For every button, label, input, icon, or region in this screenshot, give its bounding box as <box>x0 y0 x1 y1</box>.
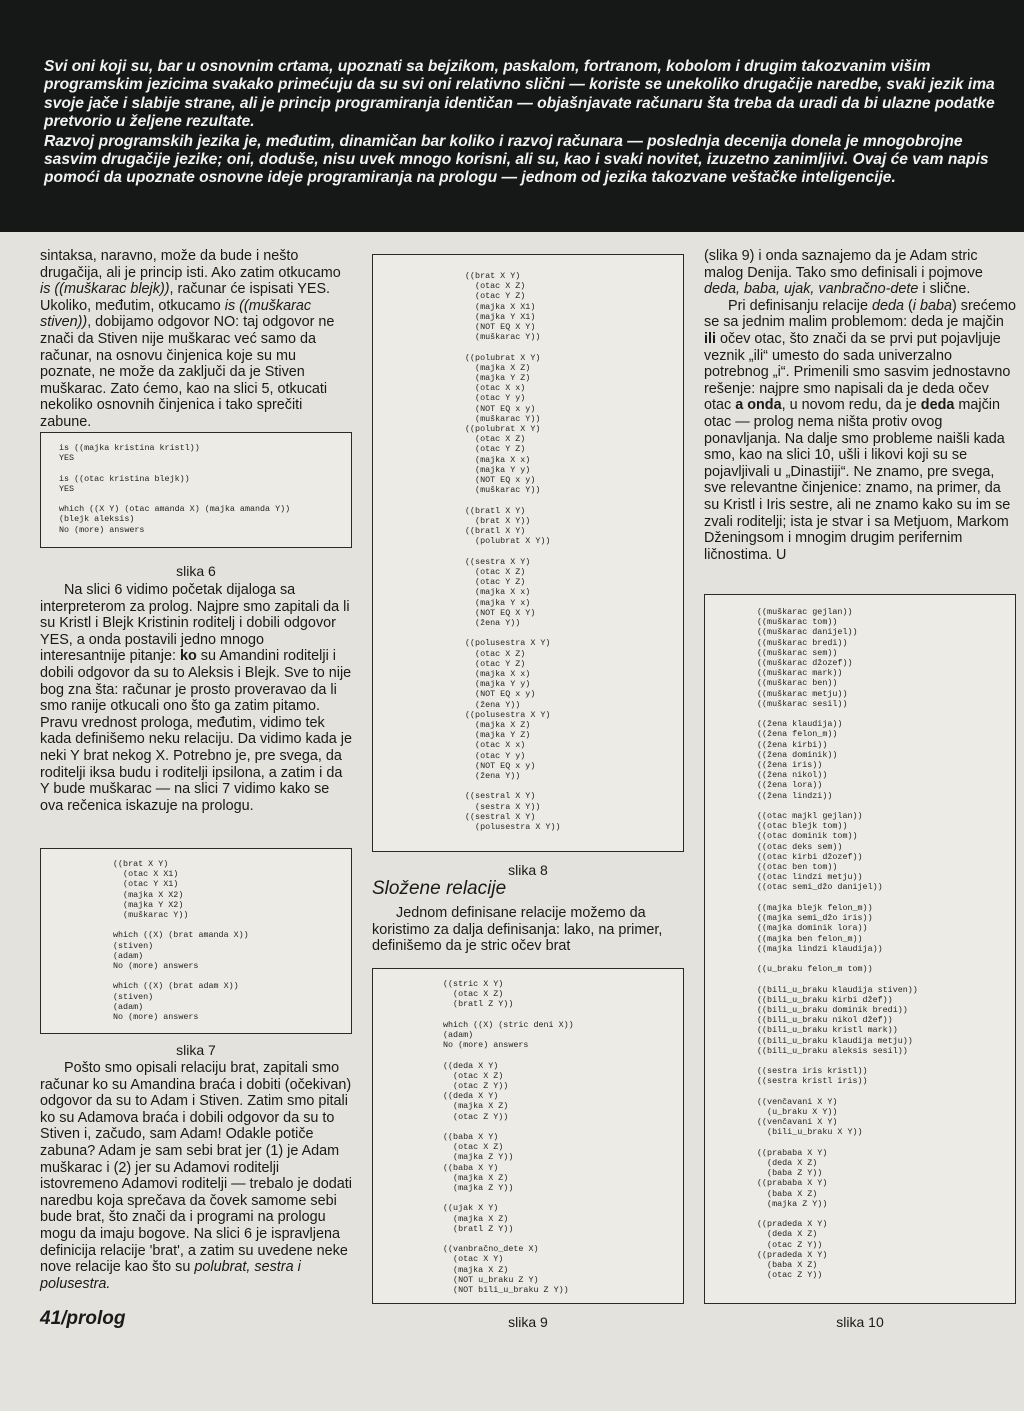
col3-paragraph-2: Pri definisanju relacije deda (i baba) srećemo se sa jednim malim problemom: deda je majčin ili očev otac, što znači da se prvi put pojavljuje veznik „ili“ umesto do sada univerzalno potrebnog „i“. Primenili smo sasvim jednostavno rešenje: najpre smo napisali da je deda očev otac a onda, u novom redu, da je deda majčin otac — prolog nema ništa protiv ovog ponavljanja. Na dalje smo probleme naišli kada smo, kao na slici 10, ušli i likovi koji su se pojavljivali u „Dinastiji“. Ne znamo, pre svega, sve relevantne činjenice: znamo, na primer, da su Kristl i Iris sestre, ali ne znamo kako su im se zvali roditelji; ista je stvar i sa Metjuom, Markom Dženingsom i mnogim drugim perifernim ličnostima. U <box>704 297 1016 563</box>
caption-slika-10: slika 10 <box>836 1314 884 1330</box>
col3-paragraph-1: (slika 9) i onda saznajemo da je Adam stric malog Denija. Tako smo definisali i pojmove deda, baba, ujak, vanbračno-dete i slične. <box>704 248 983 298</box>
column-3-text <box>704 248 1016 563</box>
code-slika-10: ((muškarac gejlan)) ((muškarac tom)) ((muškarac danijel)) ((muškarac bredi)) ((muškarac sem)) ((muškarac džozef)) ((muškarac mark)) ((muškarac ben)) ((muškarac metju)) ((muškarac sesil)) ((žena klaudija)) ((žena felon_m)) ((žena kirbi)) ((žena dominik)) ((žena iris)) ((žena nikol)) ((žena lora)) ((žena lindzi)) ((otac majkl gejlan)) ((otac blejk tom)) ((otac dominik tom)) ((otac deks sem)) ((otac kirbi džozef)) ((otac ben tom)) ((otac lindzi metju)) ((otac semi_džo danijel)) ((majka blejk felon_m)) ((majka semi_džo iris)) ((majka dominik lora)) ((majka ben felon_m)) ((majka lindzi klaudija)) ((u_braku felon_m tom)) ((bili_u_braku klaudija stiven)) ((bili_u_braku kirbi džef)) ((bili_u_braku dominik bredi)) ((bili_u_braku nikol džef)) ((bili_u_braku kristl mark)) ((bili_u_braku klaudija metju)) ((bili_u_braku aleksis sesil)) ((sestra iris kristl)) ((sestra kristl iris)) ((venčavani X Y) (u_braku X Y)) ((venčavani X Y) (bili_u_braku X Y)) ((prababa X Y) (deda X Z) (baba Z Y)) ((prababa X Y) (baba X Z) (majka Z Y)) ((pradeda X Y) (deda X Z) (otac Z Y)) ((pradeda X Y) (baba X Z) (otac Z Y)) <box>704 594 1016 1304</box>
caption-slika-7: slika 7 <box>176 1042 216 1058</box>
col1-paragraph-1: sintaksa, naravno, može da bude i nešto drugačija, ali je princip isti. Ako zatim otkucamo is ((muškarac blejk)), računar će ispisati YES. Ukoliko, međutim, otkucamo is ((muškarac stiven)), dobijamo odgovor NO: taj odgovor ne znači da Stiven nije muškarac već samo da računar, na osnovu činjenica koje su mu poznate, ne može da zaključi da je Stiven muškarac. Zato ćemo, kao na slici 5, otkucati nekoliko osnovnih činjenica i tako sprečiti zabune. <box>40 248 341 430</box>
column-1-middle <box>40 582 352 814</box>
intro-banner <box>0 0 1024 232</box>
code-slika-9: ((stric X Y) (otac X Z) (bratl Z Y)) which ((X) (stric deni X)) (adam) No (more) answers ((deda X Y) (otac X Z) (otac Z Y)) ((deda X Y) (majka X Z) (otac Z Y)) ((baba X Y) (otac X Z) (majka Z Y)) ((baba X Y) (majka X Z) (majka Z Y)) ((ujak X Y) (majka X Z) (bratl Z Y)) ((vanbračno_dete X) (otac X Y) (majka X Z) (NOT u_braku Z Y) (NOT bili_u_braku Z Y)) <box>372 968 684 1304</box>
col1-paragraph-2: Na slici 6 vidimo početak dijaloga sa interpreterom za prolog. Najpre smo zapitali da li su Kristl i Blejk Kristinin roditelj i dobili odgovor YES, a onda postavili jedno mnogo interesantnije pitanje: ko su Amandini roditelji i dobili odgovor da su to Aleksis i Blejk. Sve to nije bog zna šta: računar je prosto proveravao da li smo ranije otkucali ono što ga zatim pitamo. Pravu vrednost prologa, međutim, vidimo tek kada definišemo neku relaciju. Da vidimo kada je neki Y brat nekog X. Potrebno je, pre svega, da roditelji iksa budu i roditelji ipsilona, a zatim i da Y bude muškarac — na slici 7 vidimo kako se ova rečenica iskazuje na prologu. <box>40 582 352 814</box>
col1-paragraph-3: Pošto smo opisali relaciju brat, zapitali smo računar ko su Amandina braća i dobiti (očekivan) odgovor da su to Adam i Stiven. Zatim smo pitali ko su Adamova braća i dobili odgovor da su to Stiven i, začudo, sam Adam! Odakle potiče zabuna? Adam je sam sebi brat jer (1) je Adam muškarac i (2) jer su Adamovi roditelji istovremeno Adamovi roditelji — trebalo je dodati naredbu koja sprečava da čovek samome sebi bude brat, što znači da i programi na prologu mogu da imaju bogove. Na slici 6 je ispravljena definicija relacije 'brat', a zatim su uvedene neke nove relacije kao što su polubrat, sestra i polusestra. <box>40 1060 352 1292</box>
column-1-bottom <box>40 1060 352 1292</box>
column-1-top <box>40 248 352 431</box>
column-2-text <box>372 905 684 955</box>
code-slika-6: is ((majka kristina kristl)) YES is ((otac kristina blejk)) YES which ((X Y) (otac amanda X) (majka amanda Y)) (blejk aleksis) No (more) answers <box>40 432 352 548</box>
caption-slika-9: slika 9 <box>508 1314 548 1330</box>
intro-text <box>44 58 1004 188</box>
caption-slika-6: slika 6 <box>176 563 216 579</box>
caption-slika-8: slika 8 <box>508 862 548 878</box>
page-folio: 41/prolog <box>40 1308 126 1329</box>
intro-paragraph-1: Svi oni koji su, bar u osnovnim crtama, upoznati sa bejzikom, paskalom, fortranom, kobolom i drugim takozvanim višim programskim jezicima svakako primećuju da su svi oni relativno slični — koriste se unekoliko drugačije naredbe, svaki jezik ima svoje jače i slabije strane, ali je princip programiranja identičan — objašnjavate računaru šta treba da uradi da bi ulazne podatke pretvorio u željene rezultate. <box>44 58 995 131</box>
col2-paragraph-1: Jednom definisane relacije možemo da koristimo za dalja definisanja: lako, na primer, definišemo da je stric očev brat <box>372 905 663 955</box>
code-slika-8: ((brat X Y) (otac X Z) (otac Y Z) (majka X X1) (majka Y X1) (NOT EQ X Y) (muškarac Y)) ((polubrat X Y) (majka X Z) (majka Y Z) (otac X x) (otac Y y) (NOT EQ x y) (muškarac Y)) ((polubrat X Y) (otac X Z) (otac Y Z) (majka X x) (majka Y y) (NOT EQ x y) (muškarac Y)) ((bratl X Y) (brat X Y)) ((bratl X Y) (polubrat X Y)) ((sestra X Y) (otac X Z) (otac Y Z) (majka X x) (majka Y x) (NOT EQ X Y) (žena Y)) ((polusestra X Y) (otac X Z) (otac Y Z) (majka X x) (majka Y y) (NOT EQ x y) (žena Y)) ((polusestra X Y) (majka X Z) (majka Y Z) (otac X x) (otac Y y) (NOT EQ x y) (žena Y)) ((sestral X Y) (sestra X Y)) ((sestral X Y) (polusestra X Y)) <box>372 254 684 852</box>
code-slika-7: ((brat X Y) (otac X X1) (otac Y X1) (majka X X2) (majka Y X2) (muškarac Y)) which ((X) (brat amanda X)) (stiven) (adam) No (more) answers which ((X) (brat adam X)) (stiven) (adam) No (more) answers <box>40 848 352 1034</box>
intro-paragraph-2: Razvoj programskih jezika je, međutim, dinamičan bar koliko i razvoj računara — poslednja decenija donela je mnogobrojne sasvim drugačije jezike; oni, doduše, nisu uvek mnogo korisni, ali su, kao i svaki novitet, izuzetno zanimljivi. Ovaj će vam napis pomoći da upoznate osnovne ideje programiranja na prologu — jednom od jezika takozvane veštačke inteligencije. <box>44 132 989 187</box>
section-title: Složene relacije <box>372 878 507 899</box>
